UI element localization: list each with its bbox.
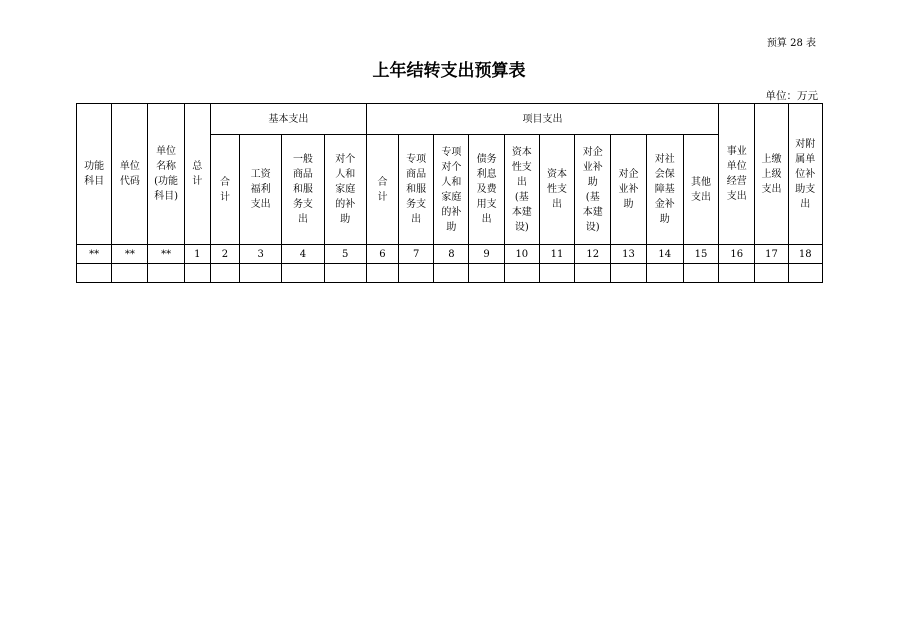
blank-cell bbox=[755, 264, 788, 283]
header-basic-col: 工资 福利 支出 bbox=[240, 135, 282, 245]
blank-cell bbox=[539, 264, 574, 283]
header-affiliated: 对附 属单 位补 助支 出 bbox=[788, 104, 822, 245]
blank-cell bbox=[504, 264, 539, 283]
blank-cell bbox=[210, 264, 239, 283]
blank-cell bbox=[240, 264, 282, 283]
blank-cell bbox=[148, 264, 184, 283]
blank-cell bbox=[719, 264, 755, 283]
index-mark: ** bbox=[77, 245, 112, 264]
index-number: 14 bbox=[646, 245, 683, 264]
blank-cell bbox=[324, 264, 366, 283]
index-number: 7 bbox=[399, 245, 434, 264]
page-title: 上年结转支出预算表 bbox=[372, 61, 526, 81]
header-project-col: 专项 对个 人和 家庭 的补 助 bbox=[434, 135, 469, 245]
header-basic-col: 一般 商品 和服 务支 出 bbox=[282, 135, 324, 245]
blank-cell bbox=[683, 264, 718, 283]
blank-cell bbox=[184, 264, 210, 283]
index-number: 4 bbox=[282, 245, 324, 264]
index-number: 11 bbox=[539, 245, 574, 264]
blank-cell bbox=[646, 264, 683, 283]
blank-cell bbox=[399, 264, 434, 283]
blank-cell bbox=[112, 264, 148, 283]
index-mark: ** bbox=[112, 245, 148, 264]
index-number: 5 bbox=[324, 245, 366, 264]
index-number: 17 bbox=[755, 245, 788, 264]
index-number: 9 bbox=[469, 245, 504, 264]
index-mark: ** bbox=[148, 245, 184, 264]
header-project-col: 其他 支出 bbox=[683, 135, 718, 245]
header-func-subject: 功能 科目 bbox=[77, 104, 112, 245]
header-project-col: 对企 业补 助 (基 本建 设) bbox=[575, 135, 611, 245]
blank-row bbox=[77, 264, 823, 283]
index-number: 16 bbox=[719, 245, 755, 264]
index-number: 15 bbox=[683, 245, 718, 264]
header-upper: 上缴 上级 支出 bbox=[755, 104, 788, 245]
header-project-col: 专项 商品 和服 务支 出 bbox=[399, 135, 434, 245]
index-number: 2 bbox=[210, 245, 239, 264]
index-number: 1 bbox=[184, 245, 210, 264]
blank-cell bbox=[434, 264, 469, 283]
blank-cell bbox=[575, 264, 611, 283]
index-number: 18 bbox=[788, 245, 822, 264]
header-total: 总 计 bbox=[184, 104, 210, 245]
index-number: 3 bbox=[240, 245, 282, 264]
header-project-col: 对社 会保 障基 金补 助 bbox=[646, 135, 683, 245]
header-project-col: 对企 业补 助 bbox=[611, 135, 646, 245]
header-basic-col: 对个 人和 家庭 的补 助 bbox=[324, 135, 366, 245]
index-number: 8 bbox=[434, 245, 469, 264]
header-group-basic: 基本支出 bbox=[210, 104, 366, 135]
blank-cell bbox=[282, 264, 324, 283]
header-unit-code: 单位 代码 bbox=[112, 104, 148, 245]
unit-label: 单位：万元 bbox=[765, 90, 818, 102]
header-project-col: 资本 性支 出 (基 本建 设) bbox=[504, 135, 539, 245]
index-number: 13 bbox=[611, 245, 646, 264]
index-row bbox=[77, 245, 823, 264]
header-project-col: 合 计 bbox=[366, 135, 398, 245]
header-project-col: 债务 利息 及费 用支 出 bbox=[469, 135, 504, 245]
header-group-project: 项目支出 bbox=[366, 104, 718, 135]
blank-cell bbox=[788, 264, 822, 283]
header-business: 事业 单位 经营 支出 bbox=[719, 104, 755, 245]
header-unit-name: 单位 名称 (功能 科目) bbox=[148, 104, 184, 245]
blank-cell bbox=[469, 264, 504, 283]
index-number: 12 bbox=[575, 245, 611, 264]
index-number: 10 bbox=[504, 245, 539, 264]
budget-table bbox=[76, 103, 823, 283]
blank-cell bbox=[611, 264, 646, 283]
blank-cell bbox=[77, 264, 112, 283]
index-number: 6 bbox=[366, 245, 398, 264]
header-basic-col: 合 计 bbox=[210, 135, 239, 245]
header-project-col: 资本 性支 出 bbox=[539, 135, 574, 245]
blank-cell bbox=[366, 264, 398, 283]
form-number: 预算 28 表 bbox=[766, 38, 816, 49]
